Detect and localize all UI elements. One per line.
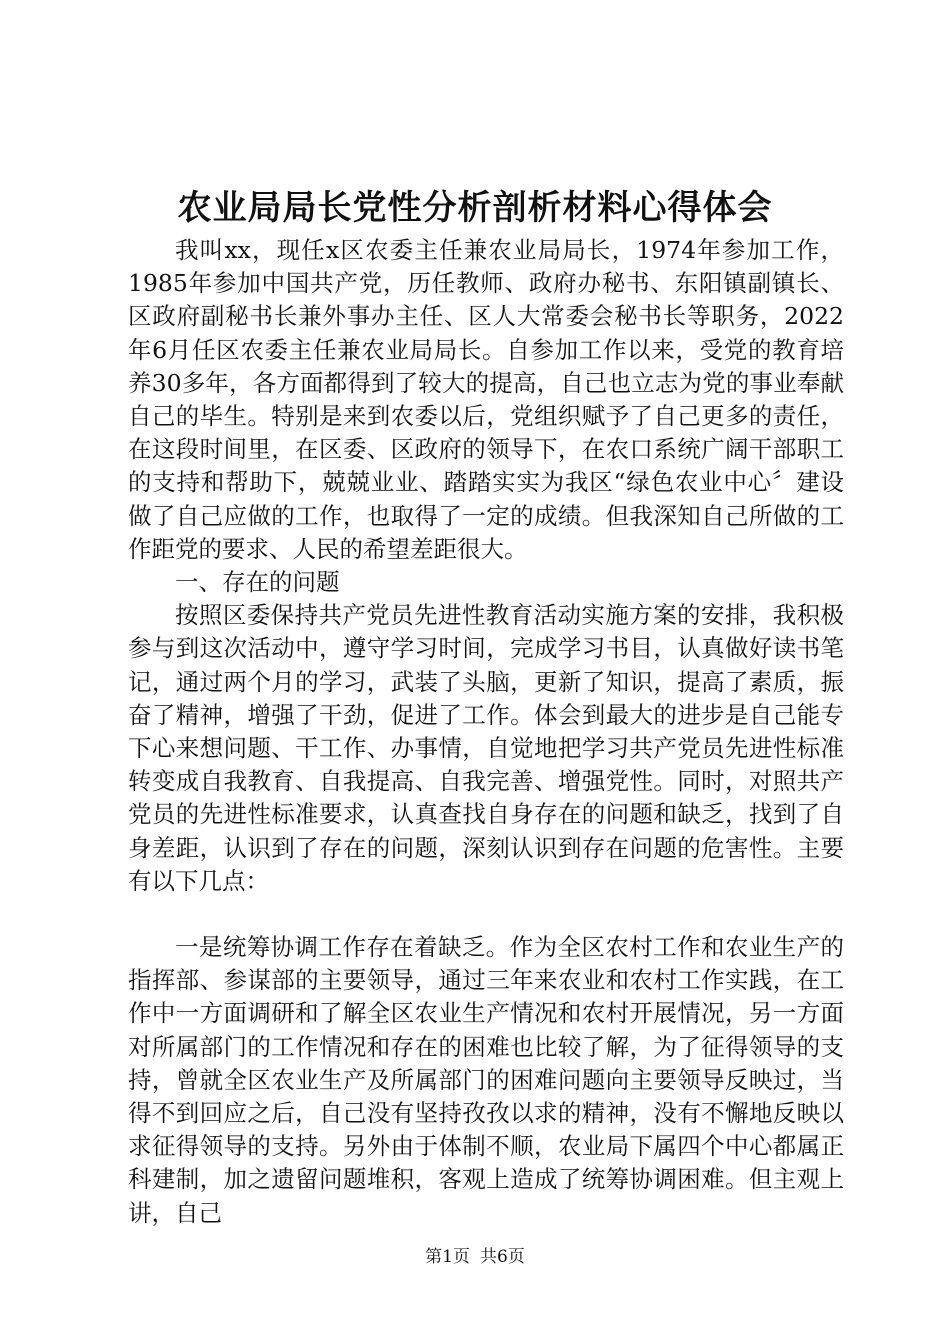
paragraph-study: 按照区委保持共产党员先进性教育活动实施方案的安排，我积极参与到这次活动中，遵守学习时间，完成学习书目，认真做好读书笔记，通过两个月的学习，武装了头脑，更新了知识，提高了素质，振奋了精神，增强了干劲，促进了工作。体会到最大的进步是自己能专下心来想问题、干工作、办事情，自觉地把学习共产党员先进性标准转变成自我教育、自我提高、自我完善、增强党性。同时，对照共产党员的先进性标准要求，认真查找自身存在的问题和缺乏，找到了自身差距，认识到了存在的问题，深刻认识到存在问题的危害性。主要有以下几点： bbox=[128, 601, 844, 895]
paragraph-intro: 我叫xx，现任x区农委主任兼农业局局长，1974年参加工作，1985年参加中国共产党，历任教师、政府办秘书、东阳镇副镇长、区政府副秘书长兼外事办主任、区人大常委会秘书长等职务，2022年6月任区农委主任兼农业局局长。自参加工作以来，受党的教育培养30多年，各方面都得到了较大的提高，自己也立志为党的事业奉献自己的毕生。特别是来到农委以后，党组织赋予了自己更多的责任，在这段时间里，在区委、区政府的领导下，在农口系统广阔干部职工的支持和帮助下，兢兢业业、踏踏实实为我区“绿色农业中心〞建设做了自己应做的工作，也取得了一定的成绩。但我深知自己所做的工作距党的要求、人民的希望差距很大。 bbox=[128, 236, 844, 563]
page-footer bbox=[0, 1245, 950, 1269]
paragraph-point-one: 一是统筹协调工作存在着缺乏。作为全区农村工作和农业生产的指挥部、参谋部的主要领导，通过三年来农业和农村工作实践，在工作中一方面调研和了解全区农业生产情况和农村开展情况，另一方面对所属部门的工作情况和存在的困难也比较了解，为了征得领导的支持，曾就全区农业生产及所属部门的困难问题向主要领导反映过，当得不到回应之后，自己没有坚持孜孜以求的精神，没有不懈地反映以求征得领导的支持。另外由于体制不顺，农业局下属四个中心都属正科建制，加之遗留问题堆积，客观上造成了统筹协调困难。但主观上讲，自己 bbox=[128, 933, 844, 1227]
page-total: 共6页 bbox=[480, 1247, 525, 1267]
document-title: 农业局局长党性分析剖析材料心得体会 bbox=[177, 188, 773, 228]
section-heading-problems: 一、存在的问题 bbox=[175, 568, 340, 597]
document-body bbox=[128, 234, 844, 1230]
page-number: 第1页 bbox=[425, 1247, 470, 1267]
